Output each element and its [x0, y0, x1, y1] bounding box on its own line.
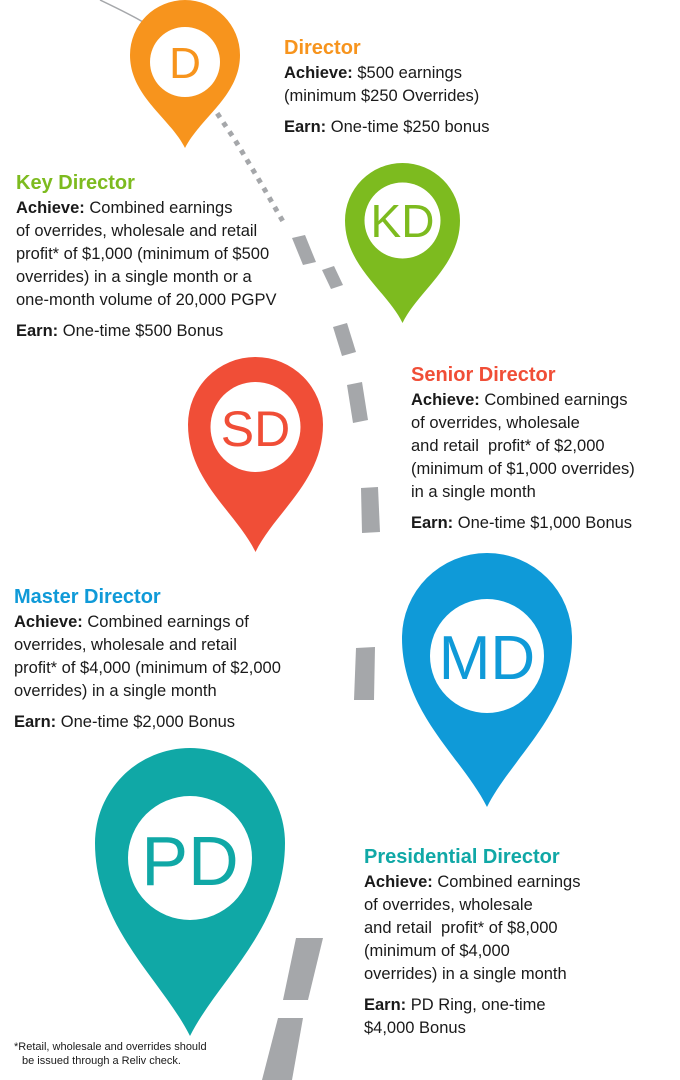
- footnote: [14, 1040, 264, 1068]
- earn-line: One-time $500 Bonus: [62, 322, 224, 340]
- level-title: Senior Director: [411, 364, 556, 386]
- achieve-line: (minimum of $1,000 overrides): [411, 460, 635, 478]
- achieve-line: overrides) in a single month or a: [16, 268, 252, 286]
- earn-text: [411, 512, 635, 535]
- level-title: Key Director: [16, 172, 135, 194]
- achieve-line: profit* of $1,000 (minimum of $500: [16, 245, 270, 263]
- pin-badge-label: KD: [370, 195, 435, 247]
- earn-line: PD Ring, one-time: [410, 996, 546, 1014]
- achieve-line: (minimum of $4,000: [364, 942, 510, 960]
- achieve-label: Achieve:: [411, 391, 480, 409]
- earn-label: Earn:: [411, 514, 454, 532]
- earn-text: [16, 320, 277, 343]
- earn-line: $4,000 Bonus: [364, 1019, 466, 1037]
- earn-line: One-time $250 bonus: [330, 118, 490, 136]
- achieve-line: and retail profit* of $2,000: [411, 437, 605, 455]
- earn-text: [364, 994, 580, 1040]
- earn-line: One-time $2,000 Bonus: [60, 713, 236, 731]
- achieve-line: overrides) in a single month: [14, 682, 217, 700]
- achieve-line: of overrides, wholesale: [411, 414, 580, 432]
- achieve-text: [411, 389, 635, 504]
- achieve-line: overrides) in a single month: [364, 965, 567, 983]
- achieve-text: [284, 62, 489, 108]
- pin-badge-label: PD: [141, 822, 239, 900]
- achieve-line: of overrides, wholesale and retail: [16, 222, 258, 240]
- achieve-text: [364, 871, 580, 986]
- pin-badge-label: D: [169, 39, 201, 88]
- earn-label: Earn:: [14, 713, 57, 731]
- achieve-line: and retail profit* of $8,000: [364, 919, 558, 937]
- achieve-text: [14, 611, 281, 703]
- achieve-line: Combined earnings: [437, 873, 581, 891]
- achieve-line: Combined earnings: [89, 199, 233, 217]
- level-key-director: [16, 170, 277, 343]
- achieve-label: Achieve:: [14, 613, 83, 631]
- achieve-line: Combined earnings of: [87, 613, 249, 631]
- achieve-line: one-month volume of 20,000 PGPV: [16, 291, 277, 309]
- pin-badge-label: MD: [438, 624, 536, 693]
- level-title: Director: [284, 37, 361, 59]
- achieve-label: Achieve:: [364, 873, 433, 891]
- earn-line: One-time $1,000 Bonus: [457, 514, 633, 532]
- achieve-line: in a single month: [411, 483, 536, 501]
- footnote-line: *Retail, wholesale and overrides should: [14, 1041, 207, 1053]
- achieve-line: Combined earnings: [484, 391, 628, 409]
- earn-label: Earn:: [284, 118, 327, 136]
- achieve-text: [16, 197, 277, 312]
- key-director-pin: [345, 163, 460, 323]
- level-title: Presidential Director: [364, 846, 560, 868]
- achieve-line: profit* of $4,000 (minimum of $2,000: [14, 659, 281, 677]
- level-senior-director: [411, 362, 635, 535]
- earn-label: Earn:: [364, 996, 407, 1014]
- director-pin: [130, 0, 240, 148]
- level-director: [284, 35, 489, 139]
- achieve-line: overrides, wholesale and retail: [14, 636, 237, 654]
- achieve-line: of overrides, wholesale: [364, 896, 533, 914]
- level-presidential-director: [364, 844, 580, 1040]
- achieve-line: (minimum $250 Overrides): [284, 87, 480, 105]
- achieve-line: $500 earnings: [357, 64, 462, 82]
- presidential-director-pin: [95, 748, 285, 1036]
- earn-label: Earn:: [16, 322, 59, 340]
- earn-text: [284, 116, 489, 139]
- earn-text: [14, 711, 281, 734]
- pin-badge-label: SD: [220, 401, 291, 457]
- achieve-label: Achieve:: [16, 199, 85, 217]
- master-director-pin: [402, 553, 572, 807]
- achieve-label: Achieve:: [284, 64, 353, 82]
- senior-director-pin: [188, 357, 323, 552]
- level-master-director: [14, 584, 281, 734]
- level-title: Master Director: [14, 586, 161, 608]
- footnote-line: be issued through a Reliv check.: [22, 1055, 181, 1067]
